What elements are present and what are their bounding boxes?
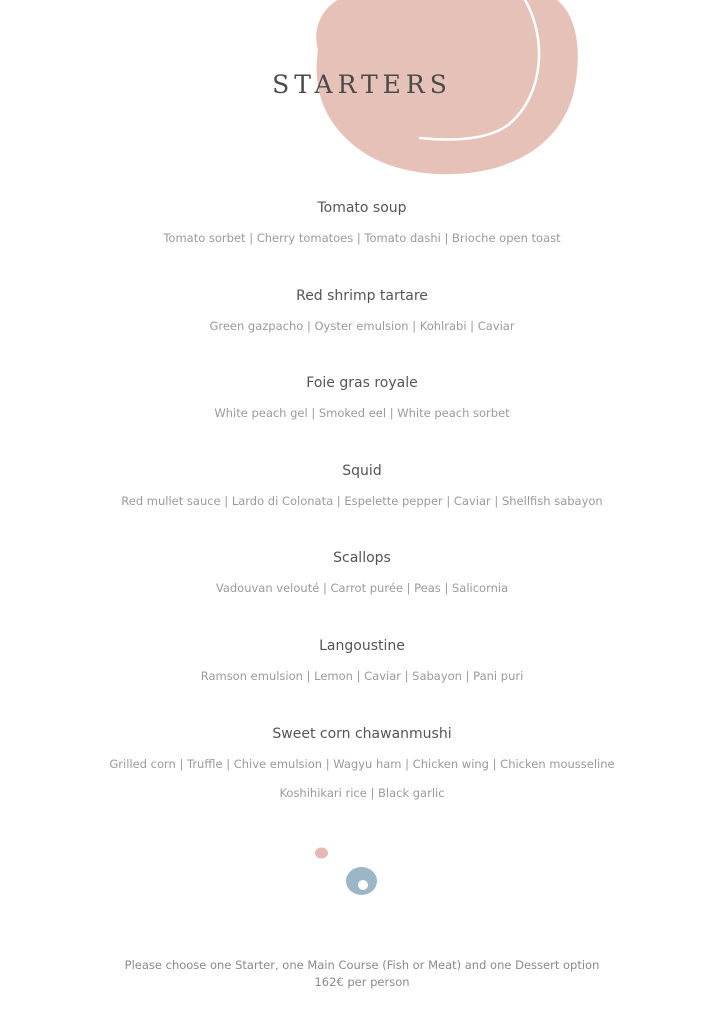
dish-item xyxy=(0,286,724,336)
dish-name: Red shrimp tartare xyxy=(296,288,428,304)
page-title: STARTERS xyxy=(272,70,452,99)
dish-description: Tomato sorbet | Cherry tomatoes | Tomato dashi | Brioche open toast xyxy=(163,231,561,245)
dish-description: Ramson emulsion | Lemon | Caviar | Sabayon | Pani puri xyxy=(200,669,524,683)
dish-name: Sweet corn chawanmushi xyxy=(272,726,452,742)
dish-name: Squid xyxy=(342,463,382,479)
dish-item xyxy=(0,636,724,686)
dish-name: Foie gras royale xyxy=(306,375,418,391)
dish-description: Vadouvan velouté | Carrot purée | Peas | Salicornia xyxy=(215,581,509,595)
price: 162€ per person xyxy=(314,975,410,989)
dish-description: Red mullet sauce | Lardo di Colonata | Espelette pepper | Caviar | Shellfish sabayon xyxy=(121,494,603,508)
dish-item xyxy=(0,724,724,803)
dish-description: Grilled corn | Truffle | Chive emulsion | Wagyu ham | Chicken wing | Chicken mousseline xyxy=(109,757,615,771)
dish-description: Green gazpacho | Oyster emulsion | Kohlrabi | Caviar xyxy=(209,319,515,333)
dish-name: Tomato soup xyxy=(317,200,407,216)
dish-item xyxy=(0,373,724,423)
decorative-dots xyxy=(310,842,380,902)
pink-dot xyxy=(315,848,328,859)
dish-name: Langoustine xyxy=(319,638,405,654)
footer xyxy=(0,957,724,991)
dish-name: Scallops xyxy=(333,550,391,566)
dish-description: White peach gel | Smoked eel | White peach sorbet xyxy=(214,406,510,420)
dish-item xyxy=(0,461,724,511)
dish-item xyxy=(0,198,724,248)
dish-item xyxy=(0,548,724,598)
dish-description: Koshihikari rice | Black garlic xyxy=(279,786,445,800)
menu-note: Please choose one Starter, one Main Course (Fish or Meat) and one Dessert option xyxy=(124,958,600,972)
